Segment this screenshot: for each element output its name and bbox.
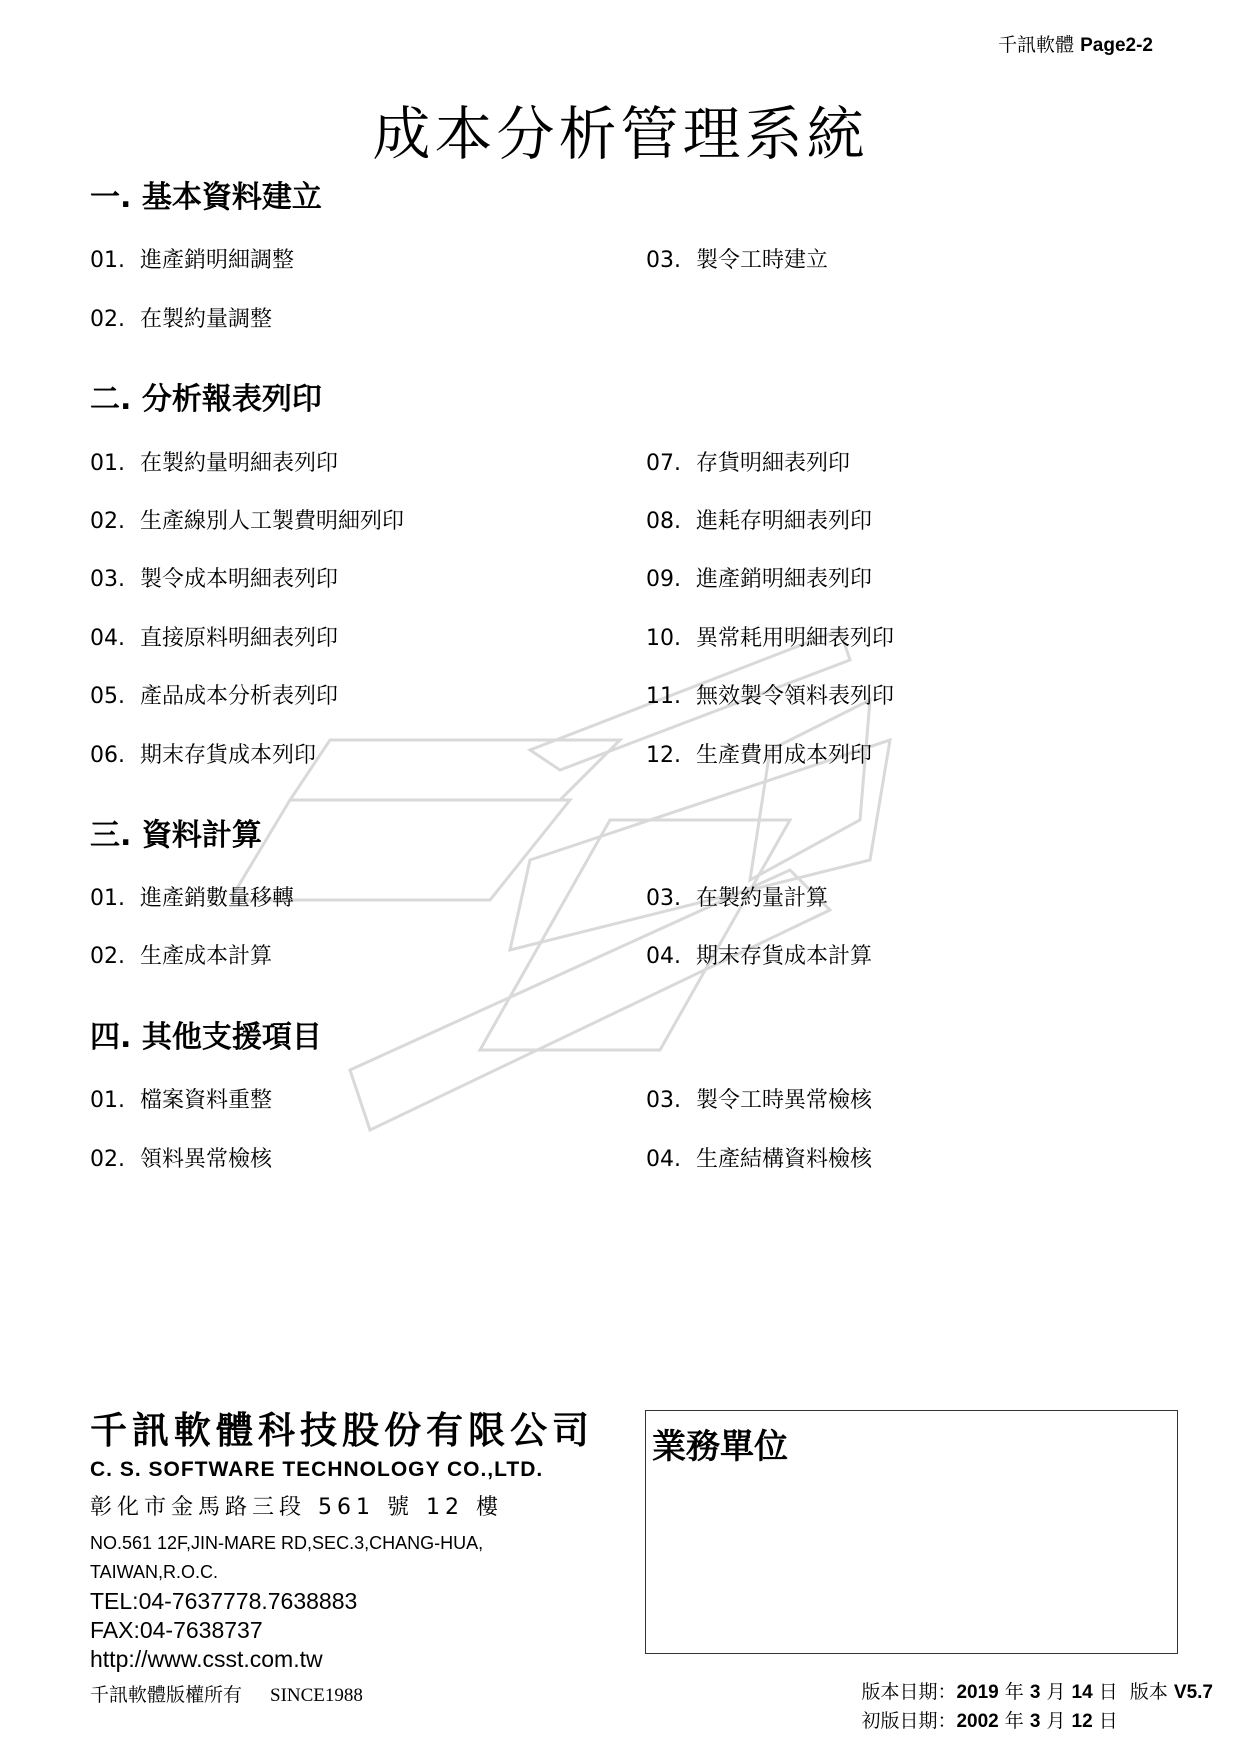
address-en: NO.561 12F,JIN-MARE RD,SEC.3,CHANG-HUA, TAIWAN,R.O.C. <box>90 1533 484 1582</box>
list-item: 02. 領料異常檢核 <box>90 1147 273 1172</box>
list-item: 07. 存貨明細表列印 <box>646 451 851 476</box>
version-info <box>861 1678 1213 1736</box>
company-name-zh: 千訊軟體科技股份有限公司 <box>90 1409 594 1452</box>
section-title-support: 四. 其他支援項目 <box>90 1020 322 1055</box>
list-item: 02. 生產線別人工製費明細列印 <box>90 509 405 534</box>
list-item: 05. 產品成本分析表列印 <box>90 684 339 709</box>
website-link[interactable]: http://www.csst.com.tw <box>90 1646 323 1672</box>
since-year: SINCE1988 <box>270 1685 363 1706</box>
section-title-reports: 二. 分析報表列印 <box>90 382 322 417</box>
list-item: 03. 製令工時建立 <box>646 248 829 273</box>
list-item: 08. 進耗存明細表列印 <box>646 509 873 534</box>
list-item: 02. 在製約量調整 <box>90 307 273 332</box>
company-info <box>90 1400 630 1674</box>
section-title-basic-data: 一. 基本資料建立 <box>90 180 322 215</box>
list-item: 01. 檔案資料重整 <box>90 1088 273 1113</box>
version-date-line: 版本日期：2019 年 3 月 14 日 版本 V5.7 <box>861 1681 1213 1703</box>
fax-number: FAX:04-7638737 <box>90 1617 263 1643</box>
list-item: 09. 進產銷明細表列印 <box>646 567 873 592</box>
list-item: 04. 直接原料明細表列印 <box>90 626 339 651</box>
list-item: 02. 生產成本計算 <box>90 944 273 969</box>
list-item: 04. 生產結構資料檢核 <box>646 1147 873 1172</box>
list-item: 01. 在製約量明細表列印 <box>90 451 339 476</box>
list-item: 01. 進產銷數量移轉 <box>90 886 295 911</box>
copyright-text: 千訊軟體版權所有 <box>90 1684 243 1706</box>
list-item: 03. 製令成本明細表列印 <box>90 567 339 592</box>
first-edition-date-line: 初版日期：2002 年 3 月 12 日 <box>861 1710 1118 1732</box>
document-title: 成本分析管理系統 <box>372 99 869 168</box>
list-item: 06. 期末存貨成本列印 <box>90 743 317 768</box>
list-item: 04. 期末存貨成本計算 <box>646 944 873 969</box>
list-item: 12. 生產費用成本列印 <box>646 743 873 768</box>
list-item: 01. 進產銷明細調整 <box>90 248 295 273</box>
list-item: 03. 製令工時異常檢核 <box>646 1088 873 1113</box>
page-tag <box>998 30 1153 57</box>
company-logo-watermark <box>230 620 1030 1180</box>
company-tag: 千訊軟體 <box>998 34 1075 56</box>
company-name-en: C. S. SOFTWARE TECHNOLOGY CO.,LTD. <box>90 1458 544 1481</box>
phone-number: TEL:04-7637778.7638883 <box>90 1588 358 1614</box>
list-item: 11. 無效製令領料表列印 <box>646 684 895 709</box>
sales-unit-box <box>645 1410 1178 1654</box>
page-label: Page2-2 <box>1080 35 1153 56</box>
copyright-notice <box>90 1680 363 1707</box>
list-item: 10. 異常耗用明細表列印 <box>646 626 895 651</box>
section-title-calculation: 三. 資料計算 <box>90 818 262 853</box>
address-zh: 彰化市金馬路三段 561 號 12 樓 <box>90 1495 503 1520</box>
sales-unit-title: 業務單位 <box>652 1427 788 1467</box>
list-item: 03. 在製約量計算 <box>646 886 829 911</box>
